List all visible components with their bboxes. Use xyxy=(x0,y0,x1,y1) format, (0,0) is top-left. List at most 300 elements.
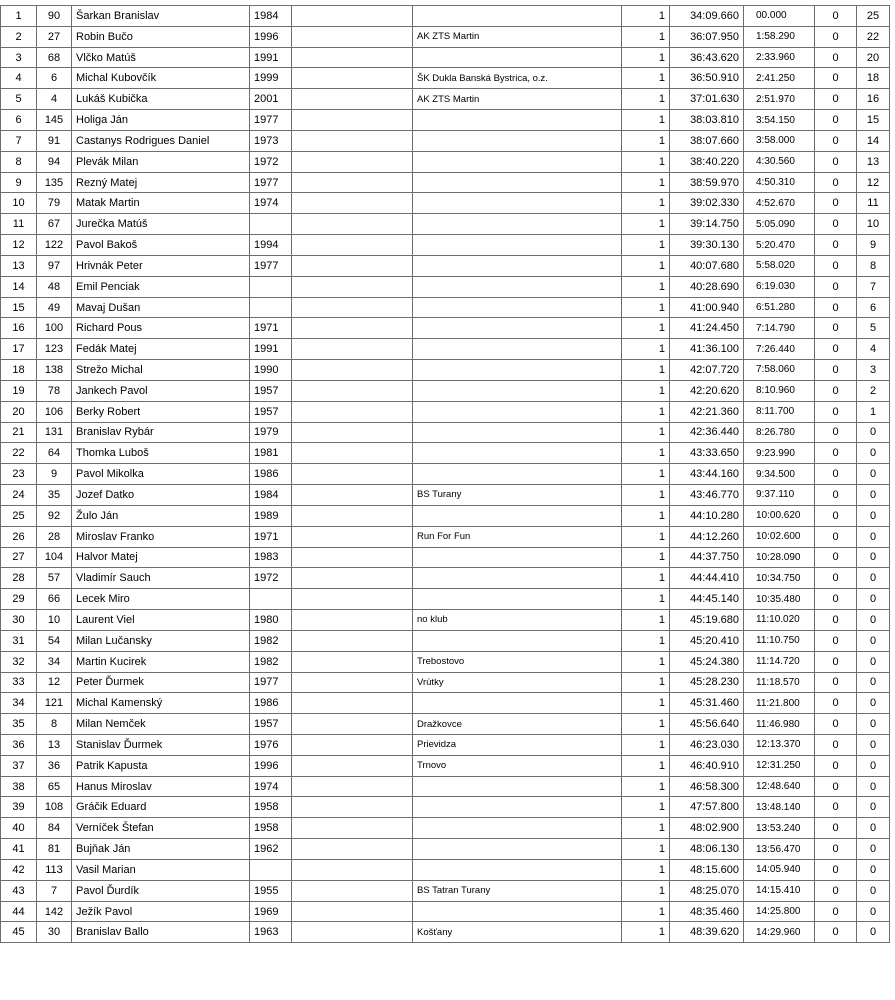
laps-cell: 1 xyxy=(622,776,670,797)
category-cell xyxy=(292,360,413,381)
finish-time-cell: 42:36.440 xyxy=(670,422,744,443)
table-row xyxy=(1,464,890,485)
birth-year-cell: 1971 xyxy=(250,318,292,339)
category-cell xyxy=(292,610,413,631)
finish-time-cell: 48:15.600 xyxy=(670,859,744,880)
table-row xyxy=(1,68,890,89)
category-cell xyxy=(292,714,413,735)
time-gap-cell: 2:33.960 xyxy=(744,47,815,68)
club-cell xyxy=(413,172,622,193)
bib-number-cell: 7 xyxy=(37,880,72,901)
finish-time-cell: 38:03.810 xyxy=(670,110,744,131)
table-row xyxy=(1,714,890,735)
table-row xyxy=(1,901,890,922)
time-gap-cell: 3:54.150 xyxy=(744,110,815,131)
laps-cell: 1 xyxy=(622,714,670,735)
table-row xyxy=(1,880,890,901)
finish-time-cell: 39:02.330 xyxy=(670,193,744,214)
bib-number-cell: 106 xyxy=(37,401,72,422)
rank-cell: 18 xyxy=(1,360,37,381)
runner-name-cell: Vlčko Matúš xyxy=(72,47,250,68)
rank-cell: 28 xyxy=(1,568,37,589)
bib-number-cell: 12 xyxy=(37,672,72,693)
bib-number-cell: 121 xyxy=(37,693,72,714)
birth-year-cell xyxy=(250,276,292,297)
table-row xyxy=(1,255,890,276)
runner-name-cell: Branislav Ballo xyxy=(72,922,250,943)
birth-year-cell: 1958 xyxy=(250,818,292,839)
zero-cell: 0 xyxy=(815,922,857,943)
club-cell xyxy=(413,339,622,360)
time-gap-cell: 10:28.090 xyxy=(744,547,815,568)
laps-cell: 1 xyxy=(622,255,670,276)
birth-year-cell: 1986 xyxy=(250,464,292,485)
time-gap-cell: 9:23.990 xyxy=(744,443,815,464)
category-cell xyxy=(292,880,413,901)
finish-time-cell: 41:00.940 xyxy=(670,297,744,318)
laps-cell: 1 xyxy=(622,818,670,839)
points-cell: 9 xyxy=(857,235,890,256)
birth-year-cell: 1989 xyxy=(250,505,292,526)
points-cell: 22 xyxy=(857,26,890,47)
finish-time-cell: 46:40.910 xyxy=(670,755,744,776)
table-row xyxy=(1,734,890,755)
time-gap-cell: 11:18.570 xyxy=(744,672,815,693)
table-row xyxy=(1,485,890,506)
birth-year-cell: 1994 xyxy=(250,235,292,256)
birth-year-cell: 1973 xyxy=(250,130,292,151)
laps-cell: 1 xyxy=(622,693,670,714)
rank-cell: 17 xyxy=(1,339,37,360)
bib-number-cell: 78 xyxy=(37,380,72,401)
category-cell xyxy=(292,734,413,755)
rank-cell: 4 xyxy=(1,68,37,89)
club-cell: AK ZTS Martin xyxy=(413,26,622,47)
time-gap-cell: 4:50.310 xyxy=(744,172,815,193)
laps-cell: 1 xyxy=(622,47,670,68)
club-cell xyxy=(413,505,622,526)
table-row xyxy=(1,422,890,443)
category-cell xyxy=(292,89,413,110)
finish-time-cell: 48:35.460 xyxy=(670,901,744,922)
table-row xyxy=(1,276,890,297)
finish-time-cell: 42:21.360 xyxy=(670,401,744,422)
runner-name-cell: Žulo Ján xyxy=(72,505,250,526)
finish-time-cell: 38:40.220 xyxy=(670,151,744,172)
time-gap-cell: 10:00.620 xyxy=(744,505,815,526)
zero-cell: 0 xyxy=(815,130,857,151)
laps-cell: 1 xyxy=(622,880,670,901)
club-cell xyxy=(413,901,622,922)
zero-cell: 0 xyxy=(815,193,857,214)
club-cell xyxy=(413,401,622,422)
zero-cell: 0 xyxy=(815,151,857,172)
laps-cell: 1 xyxy=(622,380,670,401)
rank-cell: 6 xyxy=(1,110,37,131)
club-cell xyxy=(413,589,622,610)
finish-time-cell: 45:56.640 xyxy=(670,714,744,735)
zero-cell: 0 xyxy=(815,734,857,755)
points-cell: 0 xyxy=(857,526,890,547)
rank-cell: 8 xyxy=(1,151,37,172)
finish-time-cell: 42:07.720 xyxy=(670,360,744,381)
points-cell: 6 xyxy=(857,297,890,318)
runner-name-cell: Thomka Luboš xyxy=(72,443,250,464)
table-row xyxy=(1,839,890,860)
rank-cell: 11 xyxy=(1,214,37,235)
bib-number-cell: 65 xyxy=(37,776,72,797)
laps-cell: 1 xyxy=(622,505,670,526)
club-cell: AK ZTS Martin xyxy=(413,89,622,110)
runner-name-cell: Vladimír Sauch xyxy=(72,568,250,589)
finish-time-cell: 44:12.260 xyxy=(670,526,744,547)
category-cell xyxy=(292,859,413,880)
birth-year-cell: 1990 xyxy=(250,360,292,381)
laps-cell: 1 xyxy=(622,26,670,47)
table-row xyxy=(1,630,890,651)
runner-name-cell: Milan Lučansky xyxy=(72,630,250,651)
category-cell xyxy=(292,255,413,276)
zero-cell: 0 xyxy=(815,422,857,443)
bib-number-cell: 81 xyxy=(37,839,72,860)
points-cell: 0 xyxy=(857,922,890,943)
finish-time-cell: 44:45.140 xyxy=(670,589,744,610)
points-cell: 1 xyxy=(857,401,890,422)
laps-cell: 1 xyxy=(622,734,670,755)
points-cell: 5 xyxy=(857,318,890,339)
runner-name-cell: Verníček Štefan xyxy=(72,818,250,839)
zero-cell: 0 xyxy=(815,755,857,776)
rank-cell: 44 xyxy=(1,901,37,922)
birth-year-cell xyxy=(250,214,292,235)
rank-cell: 35 xyxy=(1,714,37,735)
zero-cell: 0 xyxy=(815,68,857,89)
birth-year-cell: 2001 xyxy=(250,89,292,110)
points-cell: 0 xyxy=(857,672,890,693)
club-cell: no klub xyxy=(413,610,622,631)
club-cell xyxy=(413,547,622,568)
finish-time-cell: 40:07.680 xyxy=(670,255,744,276)
bib-number-cell: 67 xyxy=(37,214,72,235)
time-gap-cell: 14:29.960 xyxy=(744,922,815,943)
club-cell xyxy=(413,859,622,880)
laps-cell: 1 xyxy=(622,901,670,922)
rank-cell: 30 xyxy=(1,610,37,631)
table-row xyxy=(1,339,890,360)
time-gap-cell: 11:14.720 xyxy=(744,651,815,672)
time-gap-cell: 3:58.000 xyxy=(744,130,815,151)
laps-cell: 1 xyxy=(622,276,670,297)
runner-name-cell: Plevák Milan xyxy=(72,151,250,172)
category-cell xyxy=(292,568,413,589)
category-cell xyxy=(292,505,413,526)
finish-time-cell: 45:19.680 xyxy=(670,610,744,631)
zero-cell: 0 xyxy=(815,26,857,47)
category-cell xyxy=(292,797,413,818)
birth-year-cell: 1980 xyxy=(250,610,292,631)
club-cell xyxy=(413,110,622,131)
time-gap-cell: 2:51.970 xyxy=(744,89,815,110)
runner-name-cell: Michal Kubovčík xyxy=(72,68,250,89)
rank-cell: 15 xyxy=(1,297,37,318)
time-gap-cell: 8:10.960 xyxy=(744,380,815,401)
rank-cell: 43 xyxy=(1,880,37,901)
zero-cell: 0 xyxy=(815,89,857,110)
zero-cell: 0 xyxy=(815,172,857,193)
laps-cell: 1 xyxy=(622,589,670,610)
birth-year-cell: 1977 xyxy=(250,172,292,193)
table-row xyxy=(1,651,890,672)
zero-cell: 0 xyxy=(815,47,857,68)
bib-number-cell: 64 xyxy=(37,443,72,464)
rank-cell: 16 xyxy=(1,318,37,339)
category-cell xyxy=(292,193,413,214)
birth-year-cell: 1984 xyxy=(250,6,292,27)
category-cell xyxy=(292,318,413,339)
zero-cell: 0 xyxy=(815,880,857,901)
zero-cell: 0 xyxy=(815,464,857,485)
rank-cell: 10 xyxy=(1,193,37,214)
rank-cell: 23 xyxy=(1,464,37,485)
time-gap-cell: 6:19.030 xyxy=(744,276,815,297)
runner-name-cell: Strežo Michal xyxy=(72,360,250,381)
finish-time-cell: 39:14.750 xyxy=(670,214,744,235)
birth-year-cell: 1979 xyxy=(250,422,292,443)
bib-number-cell: 35 xyxy=(37,485,72,506)
zero-cell: 0 xyxy=(815,589,857,610)
club-cell: Košťany xyxy=(413,922,622,943)
category-cell xyxy=(292,693,413,714)
rank-cell: 45 xyxy=(1,922,37,943)
points-cell: 20 xyxy=(857,47,890,68)
table-row xyxy=(1,360,890,381)
runner-name-cell: Castanys Rodrigues Daniel xyxy=(72,130,250,151)
category-cell xyxy=(292,526,413,547)
zero-cell: 0 xyxy=(815,797,857,818)
table-row xyxy=(1,172,890,193)
finish-time-cell: 40:28.690 xyxy=(670,276,744,297)
bib-number-cell: 57 xyxy=(37,568,72,589)
zero-cell: 0 xyxy=(815,568,857,589)
laps-cell: 1 xyxy=(622,859,670,880)
laps-cell: 1 xyxy=(622,214,670,235)
bib-number-cell: 113 xyxy=(37,859,72,880)
category-cell xyxy=(292,589,413,610)
finish-time-cell: 45:28.230 xyxy=(670,672,744,693)
bib-number-cell: 122 xyxy=(37,235,72,256)
rank-cell: 9 xyxy=(1,172,37,193)
birth-year-cell: 1969 xyxy=(250,901,292,922)
category-cell xyxy=(292,818,413,839)
points-cell: 7 xyxy=(857,276,890,297)
zero-cell: 0 xyxy=(815,443,857,464)
category-cell xyxy=(292,651,413,672)
time-gap-cell: 11:21.800 xyxy=(744,693,815,714)
finish-time-cell: 44:10.280 xyxy=(670,505,744,526)
time-gap-cell: 13:48.140 xyxy=(744,797,815,818)
zero-cell: 0 xyxy=(815,630,857,651)
runner-name-cell: Patrik Kapusta xyxy=(72,755,250,776)
rank-cell: 26 xyxy=(1,526,37,547)
category-cell xyxy=(292,235,413,256)
category-cell xyxy=(292,68,413,89)
club-cell: Prievidza xyxy=(413,734,622,755)
finish-time-cell: 45:20.410 xyxy=(670,630,744,651)
table-row xyxy=(1,110,890,131)
zero-cell: 0 xyxy=(815,276,857,297)
points-cell: 0 xyxy=(857,714,890,735)
bib-number-cell: 66 xyxy=(37,589,72,610)
bib-number-cell: 94 xyxy=(37,151,72,172)
table-row xyxy=(1,443,890,464)
club-cell xyxy=(413,568,622,589)
category-cell xyxy=(292,443,413,464)
club-cell xyxy=(413,693,622,714)
points-cell: 0 xyxy=(857,859,890,880)
club-cell xyxy=(413,276,622,297)
points-cell: 0 xyxy=(857,630,890,651)
club-cell xyxy=(413,797,622,818)
laps-cell: 1 xyxy=(622,130,670,151)
finish-time-cell: 44:37.750 xyxy=(670,547,744,568)
category-cell xyxy=(292,401,413,422)
finish-time-cell: 44:44.410 xyxy=(670,568,744,589)
finish-time-cell: 38:59.970 xyxy=(670,172,744,193)
points-cell: 11 xyxy=(857,193,890,214)
birth-year-cell: 1958 xyxy=(250,797,292,818)
category-cell xyxy=(292,485,413,506)
time-gap-cell: 8:26.780 xyxy=(744,422,815,443)
zero-cell: 0 xyxy=(815,672,857,693)
bib-number-cell: 142 xyxy=(37,901,72,922)
rank-cell: 27 xyxy=(1,547,37,568)
time-gap-cell: 14:25.800 xyxy=(744,901,815,922)
points-cell: 0 xyxy=(857,880,890,901)
runner-name-cell: Pavol Ďurdík xyxy=(72,880,250,901)
runner-name-cell: Hrivnák Peter xyxy=(72,255,250,276)
time-gap-cell: 10:34.750 xyxy=(744,568,815,589)
laps-cell: 1 xyxy=(622,360,670,381)
laps-cell: 1 xyxy=(622,651,670,672)
rank-cell: 41 xyxy=(1,839,37,860)
finish-time-cell: 43:46.770 xyxy=(670,485,744,506)
club-cell xyxy=(413,214,622,235)
club-cell xyxy=(413,297,622,318)
points-cell: 0 xyxy=(857,485,890,506)
laps-cell: 1 xyxy=(622,318,670,339)
table-row xyxy=(1,214,890,235)
runner-name-cell: Halvor Matej xyxy=(72,547,250,568)
birth-year-cell xyxy=(250,297,292,318)
time-gap-cell: 10:02.600 xyxy=(744,526,815,547)
finish-time-cell: 45:31.460 xyxy=(670,693,744,714)
club-cell: Trnovo xyxy=(413,755,622,776)
rank-cell: 3 xyxy=(1,47,37,68)
points-cell: 0 xyxy=(857,776,890,797)
birth-year-cell xyxy=(250,589,292,610)
zero-cell: 0 xyxy=(815,714,857,735)
time-gap-cell: 6:51.280 xyxy=(744,297,815,318)
category-cell xyxy=(292,276,413,297)
points-cell: 0 xyxy=(857,651,890,672)
points-cell: 0 xyxy=(857,610,890,631)
finish-time-cell: 48:39.620 xyxy=(670,922,744,943)
birth-year-cell: 1976 xyxy=(250,734,292,755)
finish-time-cell: 39:30.130 xyxy=(670,235,744,256)
table-row xyxy=(1,755,890,776)
runner-name-cell: Hanus Miroslav xyxy=(72,776,250,797)
runner-name-cell: Rezný Matej xyxy=(72,172,250,193)
points-cell: 8 xyxy=(857,255,890,276)
rank-cell: 20 xyxy=(1,401,37,422)
finish-time-cell: 41:24.450 xyxy=(670,318,744,339)
points-cell: 0 xyxy=(857,443,890,464)
club-cell xyxy=(413,776,622,797)
laps-cell: 1 xyxy=(622,172,670,193)
table-row xyxy=(1,922,890,943)
runner-name-cell: Pavol Mikolka xyxy=(72,464,250,485)
zero-cell: 0 xyxy=(815,380,857,401)
table-row xyxy=(1,547,890,568)
time-gap-cell: 12:48.640 xyxy=(744,776,815,797)
club-cell xyxy=(413,47,622,68)
zero-cell: 0 xyxy=(815,339,857,360)
birth-year-cell: 1972 xyxy=(250,568,292,589)
rank-cell: 25 xyxy=(1,505,37,526)
zero-cell: 0 xyxy=(815,505,857,526)
birth-year-cell: 1955 xyxy=(250,880,292,901)
birth-year-cell: 1982 xyxy=(250,630,292,651)
runner-name-cell: Bujňak Ján xyxy=(72,839,250,860)
finish-time-cell: 46:23.030 xyxy=(670,734,744,755)
club-cell xyxy=(413,6,622,27)
points-cell: 0 xyxy=(857,505,890,526)
laps-cell: 1 xyxy=(622,526,670,547)
bib-number-cell: 30 xyxy=(37,922,72,943)
bib-number-cell: 68 xyxy=(37,47,72,68)
category-cell xyxy=(292,464,413,485)
time-gap-cell: 13:56.470 xyxy=(744,839,815,860)
club-cell xyxy=(413,193,622,214)
time-gap-cell: 14:05.940 xyxy=(744,859,815,880)
runner-name-cell: Jurečka Matúš xyxy=(72,214,250,235)
table-row xyxy=(1,672,890,693)
finish-time-cell: 34:09.660 xyxy=(670,6,744,27)
laps-cell: 1 xyxy=(622,401,670,422)
runner-name-cell: Vasil Marian xyxy=(72,859,250,880)
table-row xyxy=(1,526,890,547)
bib-number-cell: 54 xyxy=(37,630,72,651)
table-row xyxy=(1,297,890,318)
laps-cell: 1 xyxy=(622,547,670,568)
laps-cell: 1 xyxy=(622,89,670,110)
runner-name-cell: Richard Pous xyxy=(72,318,250,339)
birth-year-cell: 1974 xyxy=(250,776,292,797)
points-cell: 16 xyxy=(857,89,890,110)
birth-year-cell: 1972 xyxy=(250,151,292,172)
runner-name-cell: Martin Kucirek xyxy=(72,651,250,672)
category-cell xyxy=(292,422,413,443)
runner-name-cell: Holiga Ján xyxy=(72,110,250,131)
table-row xyxy=(1,859,890,880)
time-gap-cell: 12:31.250 xyxy=(744,755,815,776)
time-gap-cell: 9:37.110 xyxy=(744,485,815,506)
runner-name-cell: Branislav Rybár xyxy=(72,422,250,443)
points-cell: 0 xyxy=(857,422,890,443)
bib-number-cell: 28 xyxy=(37,526,72,547)
rank-cell: 14 xyxy=(1,276,37,297)
birth-year-cell: 1991 xyxy=(250,47,292,68)
